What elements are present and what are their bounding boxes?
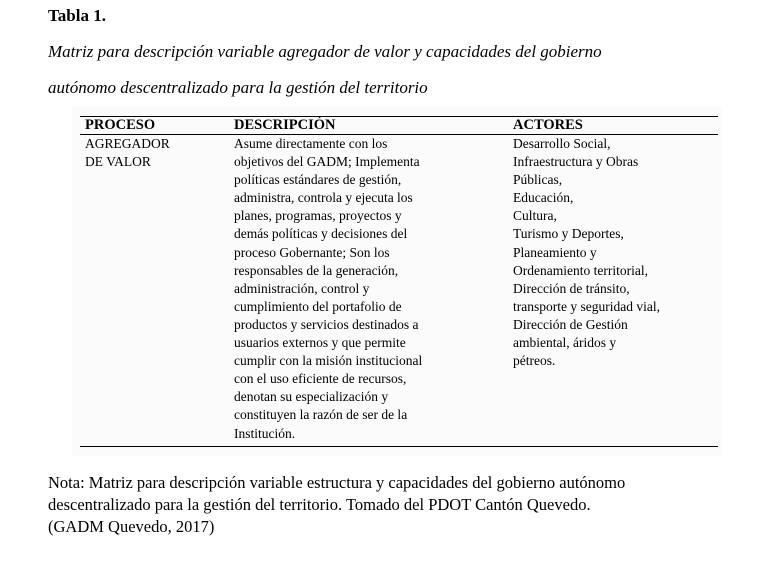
cell-descripcion — [234, 135, 422, 443]
cell-line: Planeamiento y — [513, 244, 597, 260]
cell-line: con el uso eficiente de recursos, — [234, 371, 407, 387]
table-title — [48, 34, 768, 106]
cell-line: denotan su especialización y — [234, 389, 389, 405]
header-actores: ACTORES — [513, 117, 583, 133]
cell-line: administra, controla y ejecuta los — [234, 190, 413, 206]
cell-line: Públicas, — [513, 172, 563, 188]
table-title-line: autónomo descentralizado para la gestión del territorio — [48, 78, 428, 97]
note-line: Nota: Matriz para descripción variable estructura y capacidades del gobierno autónomo — [48, 473, 626, 492]
table-title-line: Matriz para descripción variable agregador de valor y capacidades del gobierno — [48, 42, 602, 61]
cell-line: constituyen la razón de ser de la — [234, 407, 408, 423]
cell-line: objetivos del GADM; Implementa — [234, 154, 420, 170]
table-note — [48, 472, 768, 538]
cell-line: ambiental, áridos y — [513, 335, 617, 351]
cell-line: Desarrollo Social, — [513, 136, 611, 151]
cell-line: pétreos. — [513, 353, 556, 369]
cell-line: administración, control y — [234, 280, 370, 296]
header-descripcion: DESCRIPCIÓN — [234, 117, 336, 133]
cell-line: Educación, — [513, 190, 574, 206]
cell-line: demás políticas y decisiones del — [234, 226, 408, 242]
cell-line: cumplimiento del portafolio de — [234, 298, 402, 314]
header-proceso: PROCESO — [85, 117, 156, 133]
cell-actores — [513, 135, 660, 370]
cell-line: Ordenamiento territorial, — [513, 262, 648, 278]
cell-line: AGREGADOR — [85, 136, 170, 151]
table-top-rule — [80, 116, 718, 117]
cell-line: Infraestructura y Obras — [513, 154, 639, 170]
cell-line: Dirección de Gestión — [513, 316, 628, 332]
cell-line: productos y servicios destinados a — [234, 316, 419, 332]
cell-line: Institución. — [234, 425, 296, 441]
cell-line: cumplir con la misión institucional — [234, 353, 423, 369]
note-line: (GADM Quevedo, 2017) — [48, 517, 215, 536]
cell-line: Asume directamente con los — [234, 136, 388, 151]
cell-line: proceso Gobernante; Son los — [234, 244, 390, 260]
cell-proceso — [85, 135, 170, 171]
table-label: Tabla 1. — [48, 6, 106, 25]
cell-line: Dirección de tránsito, — [513, 280, 630, 296]
cell-line: planes, programas, proyectos y — [234, 208, 402, 224]
cell-line: usuarios externos y que permite — [234, 335, 406, 351]
cell-line: Cultura, — [513, 208, 557, 224]
cell-line: DE VALOR — [85, 154, 151, 170]
table-bottom-rule — [80, 446, 718, 447]
cell-line: políticas estándares de gestión, — [234, 172, 402, 188]
note-line: descentralizado para la gestión del territorio. Tomado del PDOT Cantón Quevedo. — [48, 495, 591, 514]
cell-line: responsables de la generación, — [234, 262, 399, 278]
cell-line: Turismo y Deportes, — [513, 226, 624, 242]
cell-line: transporte y seguridad vial, — [513, 298, 660, 314]
